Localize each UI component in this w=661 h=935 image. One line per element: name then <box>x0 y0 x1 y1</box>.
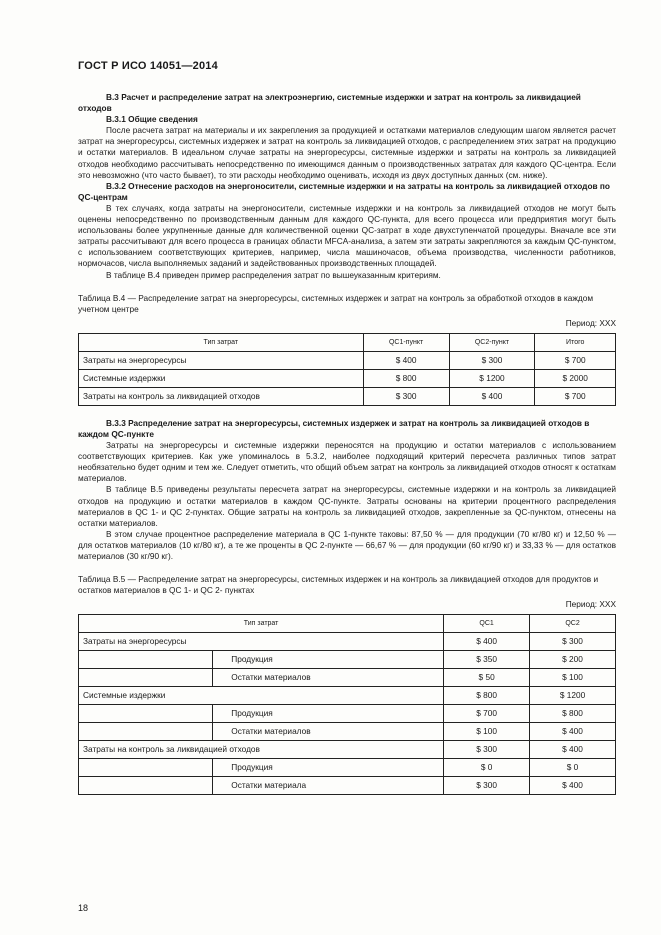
table-cell: $ 1200 <box>449 369 535 387</box>
section-b33-text-2: В таблице В.5 приведены результаты пересчета затрат на энергоресурсы, системные издержки и на контроль за ликвидацией отходов на продукцию и остатки материалов в каждом QC-пункте. Затраты основаны на критерии процентного распределения материалов в QC 1- и QC 2-пунктах. Общие затраты на контроль за ликвидацией отходов, закрепленные за QC-пунктом, отнесены на остатки материалов. <box>78 484 616 528</box>
table-cell: $ 400 <box>449 387 535 405</box>
table-cell: $ 800 <box>530 705 616 723</box>
section-b3-title: В.3 Расчет и распределение затрат на электроэнергию, системные издержки и затрат на контроль за ликвидацией отходов <box>78 92 581 114</box>
section-b31-text: После расчета затрат на материалы и их закрепления за продукцией и остатками материалов следующим шагом является расчет затрат на энергоресурсы, системных издержек и затрат на контроль за ликвидацией отходов, с распределением этих затрат на продукцию и остатки материалов. В идеальном случае затраты на энергоресурсы, системные издержки и затраты на контроль за ликвидацией отходов необходимо рассчитывать непосредственно по имеющимся данным о производственных затратах для каждого QC-центра. Если это невозможно (что часто бывает), то эти расходы необходимо оценивать, исходя из двух доступных данных (см. ниже). <box>78 125 616 180</box>
table-cell-group: Системные издержки <box>79 687 444 705</box>
table-b4-header-type: Тип затрат <box>79 333 364 351</box>
table-b4-period: Период: XXX <box>565 317 616 328</box>
table-cell: $ 800 <box>363 369 449 387</box>
table-row <box>79 741 616 759</box>
table-cell-sub: Остатки материалов <box>213 723 444 741</box>
table-cell: $ 400 <box>530 777 616 795</box>
table-cell-group: Затраты на контроль за ликвидацией отходов <box>79 741 444 759</box>
section-b33-text-3: В этом случае процентное распределение материала в QC 1-пункте таковы: 87,50 % — для продукции (70 кг/80 кг) и 12,50 % — для остатков материалов (10 кг/80 кг), а те же проценты в QC 2-пункте — 66,67 % — для продукции (60 кг/90 кг) и 33,33 % — для остатков материалов (30 кг/90 кг). <box>78 528 616 561</box>
table-cell: $ 400 <box>530 723 616 741</box>
table-cell: $ 350 <box>444 651 530 669</box>
table-cell-empty <box>79 723 213 741</box>
table-b5-header-qc2: QC2 <box>530 615 616 633</box>
table-cell: $ 300 <box>444 777 530 795</box>
table-cell-sub: Остатки материалов <box>213 669 444 687</box>
table-cell: $ 300 <box>444 741 530 759</box>
table-row <box>79 705 616 723</box>
section-b33-text-1: Затраты на энергоресурсы и системные издержки переносятся на продукцию и остатки материалов с использованием соответствующих критериев. Как уже упоминалось в 5.3.2, наиболее подходящий критерий пересчета различных типов затрат необязательно будет одним и тем же. Следует отметить, что общий объем затрат на контроль за ликвидацией отходов относят к остаткам материалов. <box>78 440 616 484</box>
table-cell: $ 300 <box>363 387 449 405</box>
table-cell: Затраты на контроль за ликвидацией отходов <box>79 387 364 405</box>
table-cell-empty <box>79 651 213 669</box>
section-b32-text-1: В тех случаях, когда затраты на энергоносители, системные издержки и на контроль за ликвидацией отходов не могут быть оценены непосредственно по производственным данным для каждого QC-пункта, для всего процесса или предприятия могут быть использованы более укрупненные данные для количественной оценки QC-затрат в ходе двухступенчатой процедуры. Вначале все эти затраты рассчитывают для всего процесса в границах области MFCA-анализа, а затем эти затраты закрепляются за каждым QC-пунктом, с использованием соответствующих критериев, например, числа машиночасов, объема производства, численности работников, нормочасов, числа выполняемых заданий и задействованных производственных площадей. <box>78 202 616 269</box>
table-cell: $ 0 <box>530 759 616 777</box>
table-row <box>79 669 616 687</box>
table-b4-header-total: Итого <box>535 333 616 351</box>
table-cell: $ 300 <box>530 633 616 651</box>
table-row <box>79 633 616 651</box>
table-cell-group: Затраты на энергоресурсы <box>79 633 444 651</box>
table-cell: $ 800 <box>444 687 530 705</box>
section-b32-text-2: В таблице В.4 приведен пример распределения затрат по вышеуказанным критериям. <box>106 269 441 280</box>
table-b5-caption: Таблица В.5 — Распределение затрат на энергоресурсы, системных издержек и на контроль за ликвидацией отходов для продуктов и остатков материалов в QC 1- и QC 2- пунктах <box>78 574 599 596</box>
table-cell-empty <box>79 759 213 777</box>
table-row <box>79 369 616 387</box>
table-cell: $ 200 <box>530 651 616 669</box>
table-row <box>79 687 616 705</box>
table-b5-header-type: Тип затрат <box>79 615 444 633</box>
table-b5-header-row <box>79 615 616 633</box>
table-b4-header-qc1: QC1-пункт <box>363 333 449 351</box>
table-cell: Системные издержки <box>79 369 364 387</box>
table-cell: $ 400 <box>530 741 616 759</box>
table-cell: $ 400 <box>363 351 449 369</box>
table-cell: $ 300 <box>449 351 535 369</box>
table-row <box>79 777 616 795</box>
table-cell: $ 700 <box>535 387 616 405</box>
page-content <box>78 92 616 795</box>
table-b4-caption: Таблица В.4 — Распределение затрат на энергоресурсы, системных издержек и затрат на контроль за обработкой отходов в каждом учетном центре <box>78 292 594 314</box>
table-cell: $ 100 <box>530 669 616 687</box>
table-cell: $ 400 <box>444 633 530 651</box>
table-b4 <box>78 333 616 406</box>
table-cell: Затраты на энергоресурсы <box>79 351 364 369</box>
table-row <box>79 723 616 741</box>
table-cell: $ 700 <box>444 705 530 723</box>
table-row <box>79 651 616 669</box>
table-cell-empty <box>79 669 213 687</box>
table-b4-header-row <box>79 333 616 351</box>
table-b5-header-qc1: QC1 <box>444 615 530 633</box>
table-b4-header-qc2: QC2-пункт <box>449 333 535 351</box>
table-cell: $ 50 <box>444 669 530 687</box>
table-cell: $ 700 <box>535 351 616 369</box>
table-row <box>79 759 616 777</box>
table-cell-sub: Продукция <box>213 651 444 669</box>
table-cell: $ 2000 <box>535 369 616 387</box>
table-cell: $ 100 <box>444 723 530 741</box>
page-number: 18 <box>78 903 89 913</box>
table-cell-empty <box>79 777 213 795</box>
table-cell-sub: Остатки материала <box>213 777 444 795</box>
table-row <box>79 351 616 369</box>
table-b5 <box>78 614 616 795</box>
section-b33-title: В.3.3 Распределение затрат на энергоресурсы, системных издержек и затрат на контроль за ликвидацией отходов в каждом QC-пункте <box>78 417 590 439</box>
section-b31-title: В.3.1 Общие сведения <box>106 114 198 125</box>
table-row <box>79 387 616 405</box>
table-cell: $ 1200 <box>530 687 616 705</box>
table-b5-period: Период: XXX <box>565 599 616 610</box>
table-cell: $ 0 <box>444 759 530 777</box>
section-b32-title: В.3.2 Отнесение расходов на энергоносители, системные издержки и на затраты на контроль за ликвидацией отходов по QC-центрам <box>78 180 611 202</box>
table-cell-sub: Продукция <box>213 759 444 777</box>
standard-code: ГОСТ Р ИСО 14051—2014 <box>78 60 218 72</box>
table-cell-sub: Продукция <box>213 705 444 723</box>
table-cell-empty <box>79 705 213 723</box>
